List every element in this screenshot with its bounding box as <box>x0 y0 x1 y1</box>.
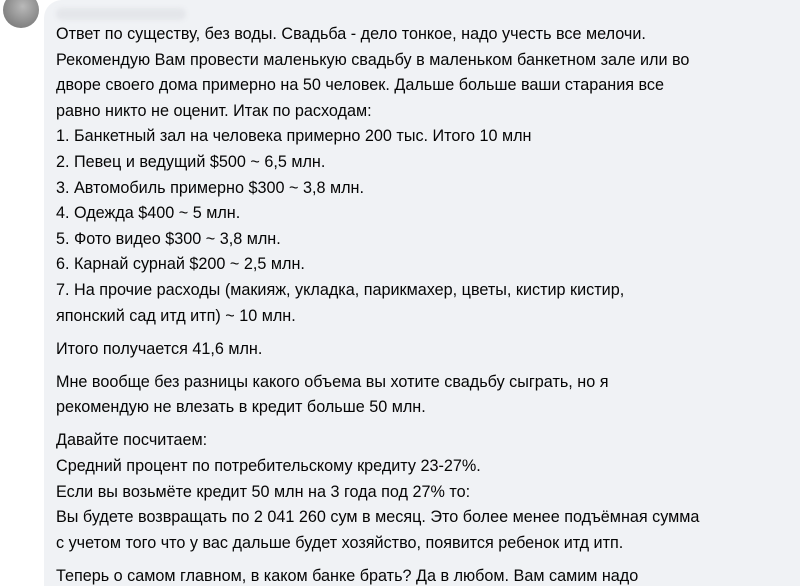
text-line: равно никто не оценит. Итак по расходам: <box>56 101 372 120</box>
list-item: 4. Одежда $400 ~ 5 млн. <box>56 204 241 223</box>
list-item: 2. Певец и ведущий $500 ~ 6,5 млн. <box>56 152 326 171</box>
paragraph-recommendation <box>56 370 796 421</box>
comment-body <box>56 22 796 586</box>
list-item: 7. На прочие расходы (макияж, укладка, парикмахер, цветы, кистир кистир, <box>56 280 625 299</box>
text-line: Теперь о самом главном, в каком банке брать? Да в любом. Вам самим надо <box>56 566 639 585</box>
text-line: Если вы возьмёте кредит 50 млн на 3 года под 27% то: <box>56 482 471 501</box>
text-line: Вы будете возвращать по 2 041 260 сум в месяц. Это более менее подъёмная сумма <box>56 508 700 527</box>
list-item: 3. Автомобиль примерно $300 ~ 3,8 млн. <box>56 178 364 197</box>
text-line: Рекомендую Вам провести маленькую свадьбу в маленьком банкетном зале или во <box>56 50 690 69</box>
text-line: Мне вообще без разницы какого объема вы хотите свадьбу сыграть, но я <box>56 372 609 391</box>
text-line: Ответ по существу, без воды. Свадьба - дело тонкое, надо учесть все мелочи. <box>56 25 646 43</box>
paragraph-total <box>56 337 796 363</box>
text-line: дворе своего дома примерно на 50 человек. Дальше больше ваши старания все <box>56 76 665 95</box>
paragraph-calculation <box>56 428 796 556</box>
list-item-continuation: японский сад итд итп) ~ 10 млн. <box>56 306 296 325</box>
author-name-redacted[interactable] <box>56 8 186 20</box>
avatar[interactable] <box>3 0 39 28</box>
paragraph-expenses <box>56 22 796 329</box>
text-line: Итого получается 41,6 млн. <box>56 339 263 358</box>
paragraph-bank <box>56 564 796 586</box>
text-line: рекомендую не влезать в кредит больше 50 млн. <box>56 398 426 417</box>
list-item: 6. Карнай сурнай $200 ~ 2,5 млн. <box>56 255 305 274</box>
text-line: с учетом того что у вас дальше будет хозяйство, появится ребенок итд итп. <box>56 533 624 552</box>
list-item: 1. Банкетный зал на человека примерно 200 тыс. Итого 10 млн <box>56 127 532 146</box>
list-item: 5. Фото видео $300 ~ 3,8 млн. <box>56 229 281 248</box>
text-line: Давайте посчитаем: <box>56 431 208 450</box>
text-line: Средний процент по потребительскому кредиту 23-27%. <box>56 457 481 475</box>
